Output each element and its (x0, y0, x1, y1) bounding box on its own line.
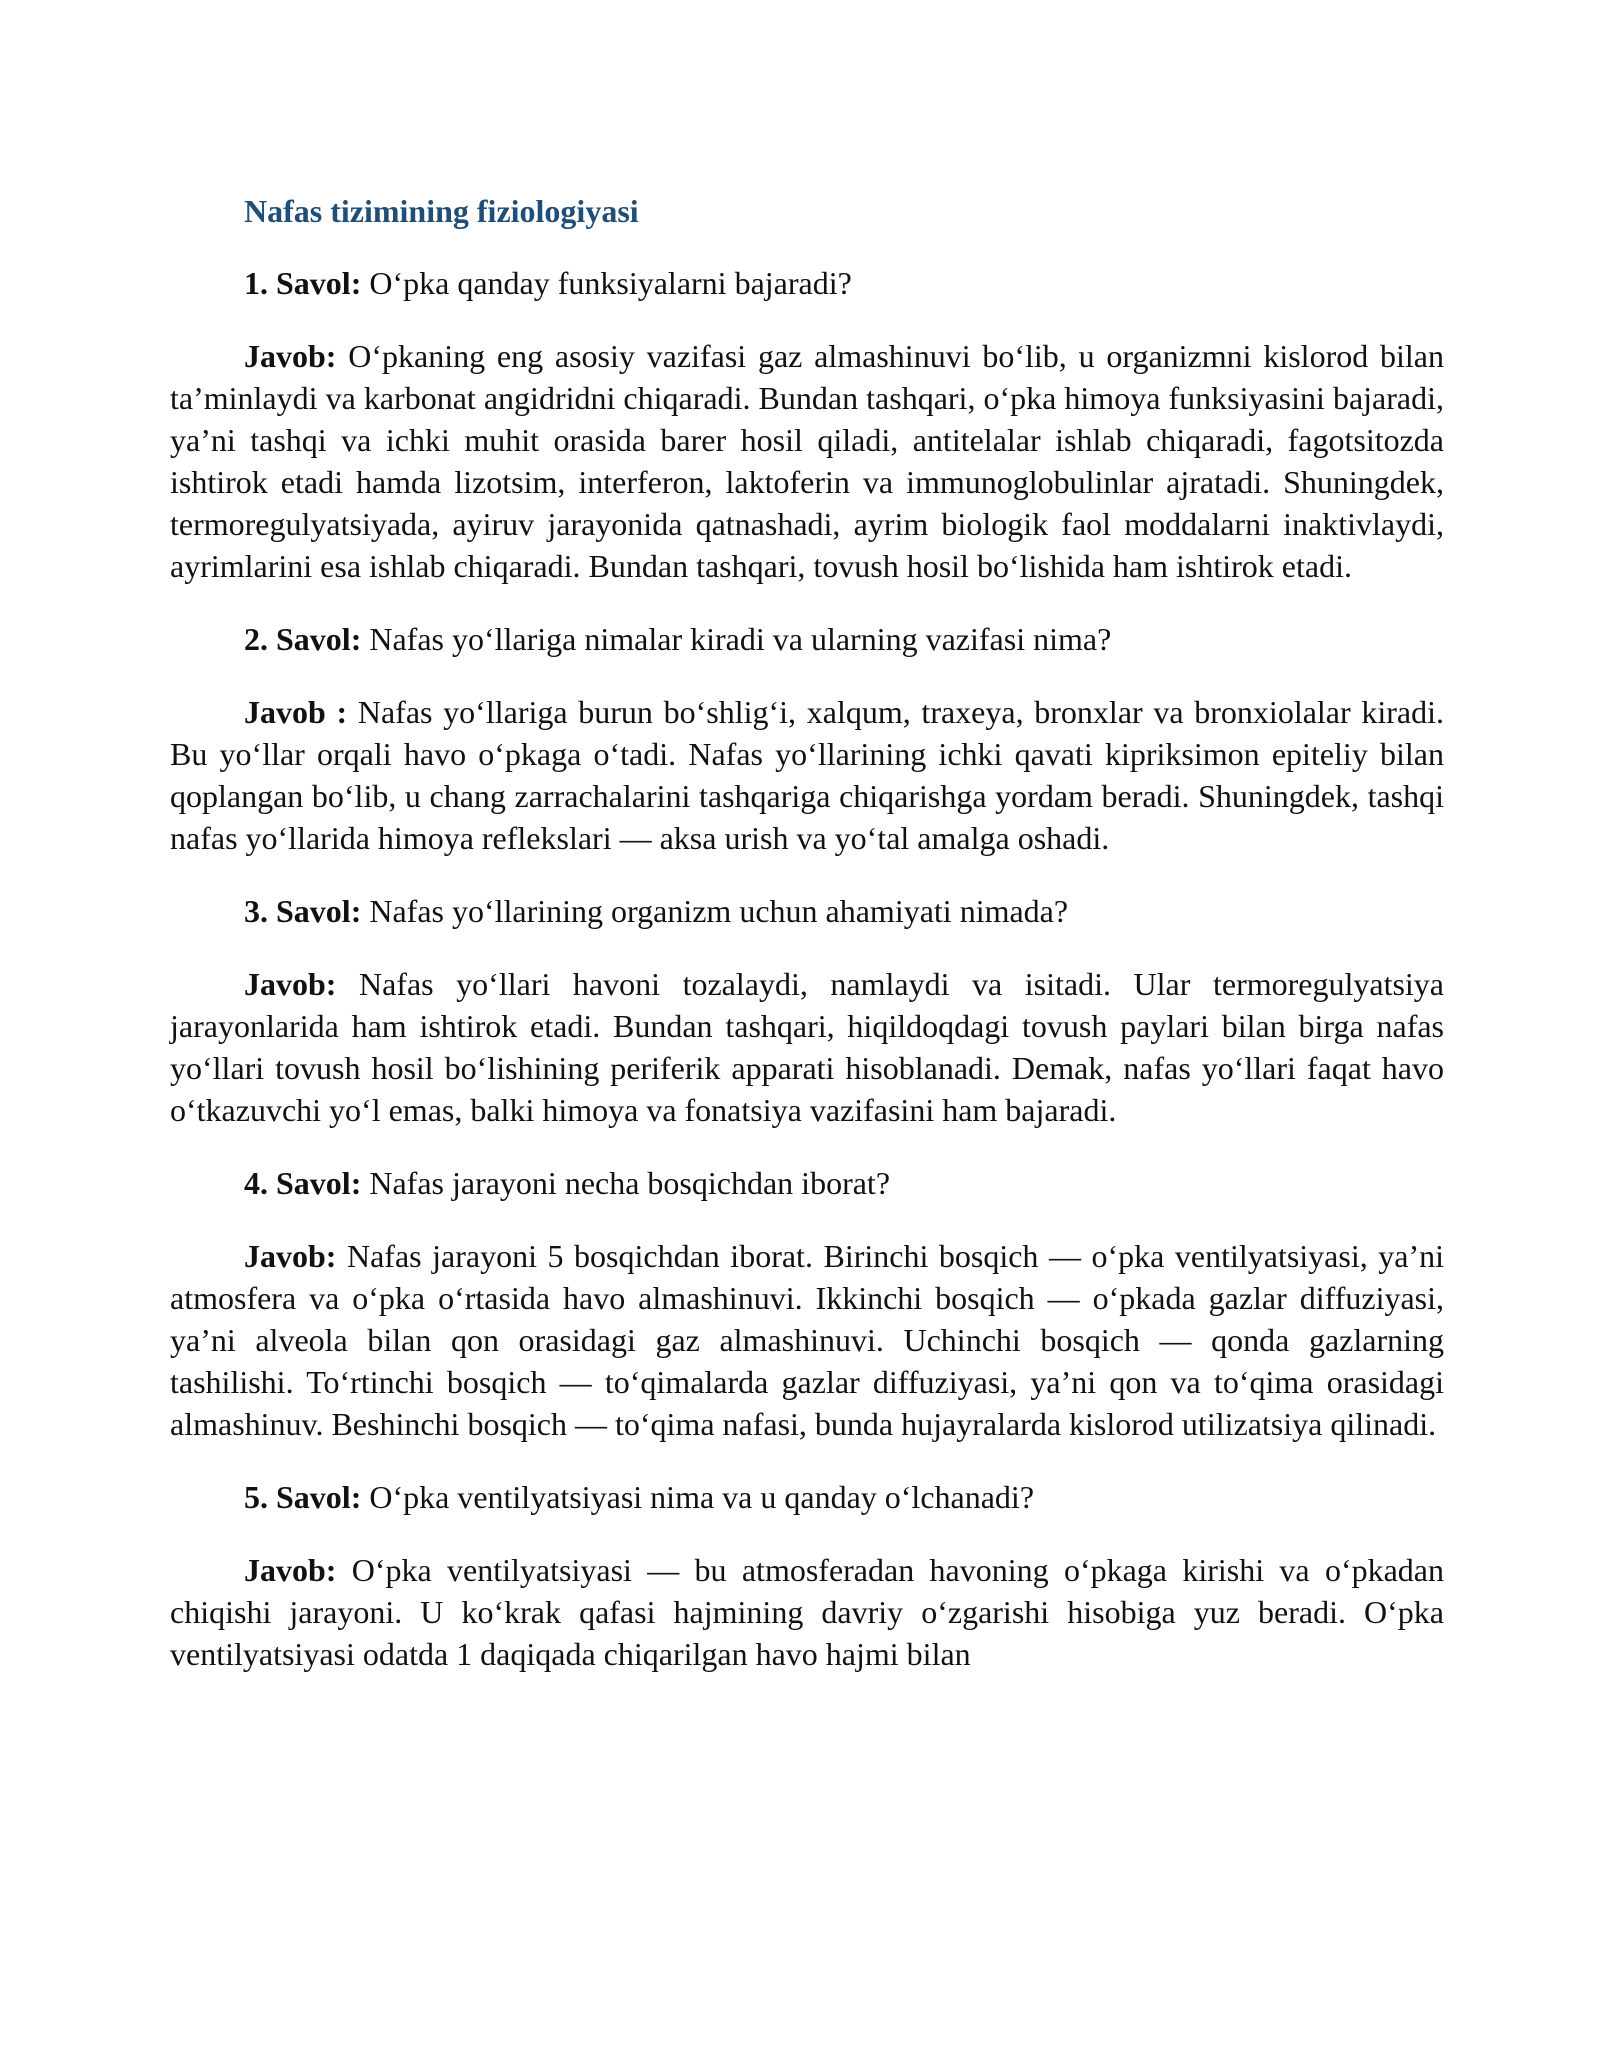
answer-text: O‘pka ventilyatsiyasi — bu atmosferadan havoning o‘pkaga kirishi va o‘pkadan chiqishi jarayoni. U ko‘krak qafasi hajmining davriy o‘zgarishi hisobiga yuz beradi. O‘pka ventilyatsiyasi odatda 1 daqiqada chiqarilgan havo hajmi bilan (170, 1552, 1444, 1672)
question-text: Nafas yo‘llariga nimalar kiradi va ularning vazifasi nima? (361, 621, 1112, 657)
question-text: O‘pka qanday funksiyalarni bajaradi? (361, 265, 852, 301)
question-4 (170, 1162, 1444, 1204)
answer-label: Javob: (244, 1238, 337, 1274)
answer-text: Nafas yo‘llariga burun bo‘shlig‘i, xalqum, traxeya, bronxlar va bronxiolalar kiradi. Bu yo‘llar orqali havo o‘pkaga o‘tadi. Nafas yo‘llarining ichki qavati kipriksimon epiteliy bilan qoplangan bo‘lib, u chang zarrachalarini tashqariga chiqarishga yordam beradi. Shuningdek, tashqi nafas yo‘llarida himoya reflekslari — aksa urish va yo‘tal amalga oshadi. (170, 694, 1445, 856)
answer-4 (170, 1235, 1444, 1445)
question-label: 5. Savol: (244, 1479, 362, 1515)
question-label: 3. Savol: (244, 893, 362, 929)
answer-1 (170, 335, 1444, 587)
answer-label: Javob: (244, 966, 337, 1002)
question-label: 4. Savol: (244, 1165, 362, 1201)
question-text: Nafas jarayoni necha bosqichdan iborat? (361, 1165, 891, 1201)
document-title: Nafas tizimining fiziologiyasi (244, 193, 639, 229)
question-label: 1. Savol: (244, 265, 362, 301)
answer-label: Javob : (244, 694, 348, 730)
question-label: 2. Savol: (244, 621, 362, 657)
answer-text: Nafas jarayoni 5 bosqichdan iborat. Birinchi bosqich — o‘pka ventilyatsiyasi, ya’ni atmosfera va o‘pka o‘rtasida havo almashinuvi. Ikkinchi bosqich — o‘pkada gazlar diffuziyasi, ya’ni alveola bilan qon orasidagi gaz almashinuvi. Uchinchi bosqich — qonda gazlarning tashilishi. To‘rtinchi bosqich — to‘qimalarda gazlar diffuziyasi, ya’ni qon va to‘qima orasidagi almashinuv. Beshinchi bosqich — to‘qima nafasi, bunda hujayralarda kislorod utilizatsiya qilinadi. (170, 1238, 1444, 1442)
question-2 (170, 618, 1444, 660)
answer-text: O‘pkaning eng asosiy vazifasi gaz almashinuvi bo‘lib, u organizmni kislorod bilan ta’minlaydi va karbonat angidridni chiqaradi. Bundan tashqari, o‘pka himoya funksiyasini bajaradi, ya’ni tashqi va ichki muhit orasida barer hosil qiladi, antitelalar ishlab chiqaradi, fagotsitozda ishtirok etadi hamda lizotsim, interferon, laktoferin va immunoglobulinlar ajratadi. Shuningdek, termoregulyatsiyada, ayiruv jarayonida qatnashadi, ayrim biologik faol moddalarni inaktivlaydi, ayrimlarini esa ishlab chiqaradi. Bundan tashqari, tovush hosil bo‘lishida ham ishtirok etadi. (170, 338, 1444, 584)
answer-text: Nafas yo‘llari havoni tozalaydi, namlaydi va isitadi. Ular termoregulyatsiya jarayonlarida ham ishtirok etadi. Bundan tashqari, hiqildoqdagi tovush paylari bilan birga nafas yo‘llari tovush hosil bo‘lishining periferik apparati hisoblanadi. Demak, nafas yo‘llari faqat havo o‘tkazuvchi yo‘l emas, balki himoya va fonatsiya vazifasini ham bajaradi. (170, 966, 1444, 1128)
answer-2 (170, 691, 1444, 859)
question-5 (170, 1476, 1444, 1518)
document-page (170, 190, 1444, 1706)
answer-5 (170, 1549, 1444, 1675)
answer-label: Javob: (244, 338, 337, 374)
question-1 (170, 262, 1444, 304)
answer-label: Javob: (244, 1552, 337, 1588)
question-3 (170, 890, 1444, 932)
question-text: O‘pka ventilyatsiyasi nima va u qanday o‘lchanadi? (361, 1479, 1035, 1515)
question-text: Nafas yo‘llarining organizm uchun ahamiyati nimada? (361, 893, 1069, 929)
answer-3 (170, 963, 1444, 1131)
